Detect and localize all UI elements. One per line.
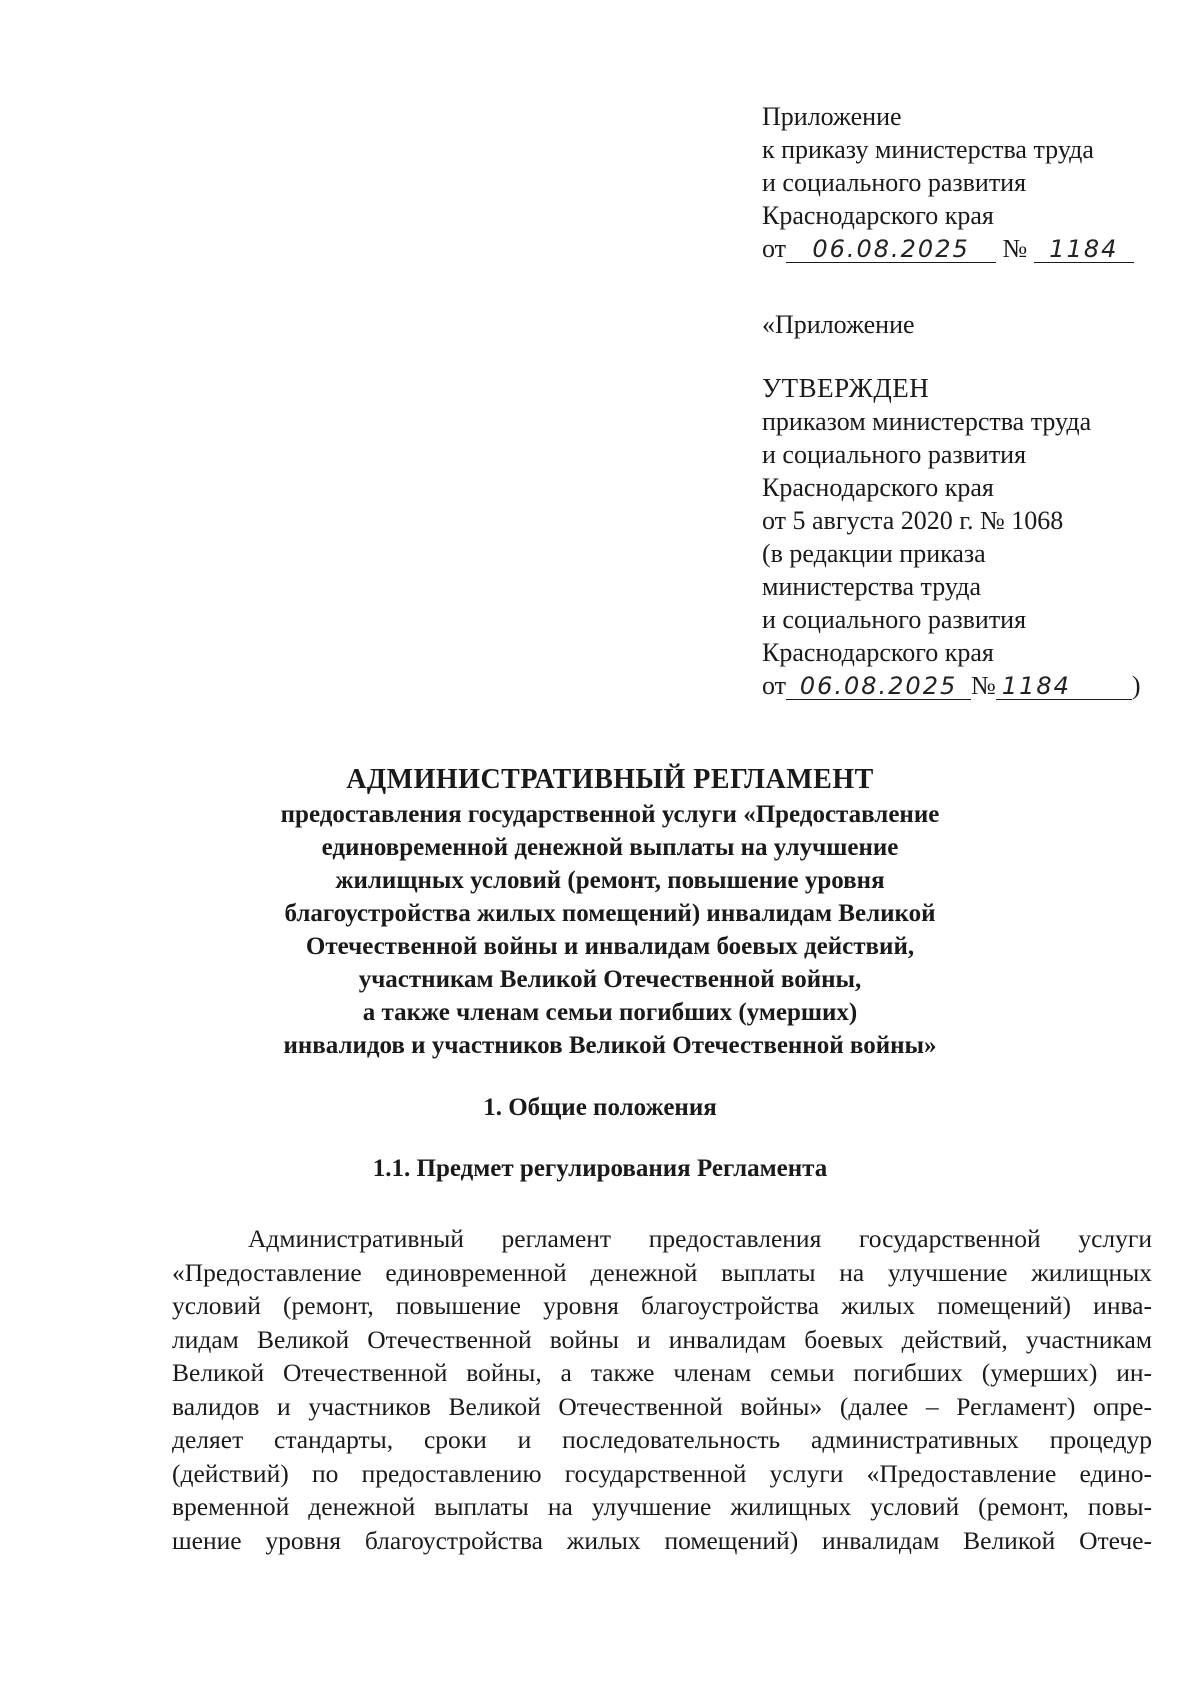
paragraph-line: шение уровня благоустройства жилых помещений) инвалидам Великой Отече- xyxy=(172,1525,1152,1555)
approved-line: министерства труда xyxy=(762,572,981,601)
paragraph-line: валидов и участников Великой Отечественной войны» (далее – Регламент) опре- xyxy=(172,1391,1152,1421)
appendix-line: Краснодарского края xyxy=(762,201,994,230)
title-sub-line: Отечественной войны и инвалидам боевых действий, xyxy=(305,933,915,960)
appendix-line: Приложение xyxy=(762,102,902,131)
appendix-line: и социального развития xyxy=(762,168,1027,197)
paragraph-line: временной денежной выплаты на улучшение жилищных условий (ремонт, повы- xyxy=(172,1492,1152,1521)
body-paragraph xyxy=(172,1222,1152,1557)
document-title xyxy=(220,762,1000,1062)
title-sub-line: инвалидов и участников Великой Отечественной войны» xyxy=(283,1032,937,1059)
approved-line: и социального развития xyxy=(762,440,1027,469)
section-heading: 1. Общие положения xyxy=(483,1094,717,1121)
title-sub-line: жилищных условий (ремонт, повышение уровня xyxy=(335,867,885,894)
subsection-heading: 1.1. Предмет регулирования Регламента xyxy=(372,1155,828,1182)
title-sub-line: благоустройства жилых помещений) инвалидам Великой xyxy=(284,900,936,927)
closing-parenthesis: ) xyxy=(1131,671,1141,700)
order-number-label: № xyxy=(971,671,996,700)
order-prefix: от xyxy=(762,671,787,700)
appendix-order-line xyxy=(762,232,1162,265)
handwritten-order-number: 1184 xyxy=(996,673,1132,700)
handwritten-order-date: 06.08.2025 xyxy=(786,236,996,263)
title-sub-line: участникам Великой Отечественной войны, xyxy=(358,966,862,993)
order-prefix: от xyxy=(762,234,787,263)
handwritten-order-date: 06.08.2025 xyxy=(786,673,971,700)
approved-line: (в редакции приказа xyxy=(762,539,986,568)
paragraph-line: условий (ремонт, повышение уровня благоустройства жилых помещений) инва- xyxy=(172,1291,1152,1320)
paragraph-line: Великой Отечественной войны, а также членам семьи погибших (умерших) ин- xyxy=(172,1358,1152,1387)
approved-line: приказом министерства труда xyxy=(762,407,1092,436)
paragraph-line: (действий) по предоставлению государственной услуги «Предоставление едино- xyxy=(172,1458,1152,1488)
title-sub-line: предоставления государственной услуги «Предоставление xyxy=(280,801,940,828)
paragraph-line: лидам Великой Отечественной войны и инвалидам боевых действий, участникам xyxy=(172,1324,1152,1354)
approved-line: Краснодарского края xyxy=(762,638,994,667)
paragraph-line: деляет стандарты, сроки и последовательность административных процедур xyxy=(172,1425,1152,1454)
appendix-line: к приказу министерства труда xyxy=(762,135,1094,164)
title-main: АДМИНИСТРАТИВНЫЙ РЕГЛАМЕНТ xyxy=(346,764,874,795)
order-number-label: № xyxy=(1002,234,1028,263)
title-sub-line: единовременной денежной выплаты на улучшение xyxy=(321,834,899,861)
title-sub-line: а также членам семьи погибших (умерших) xyxy=(362,999,858,1026)
quoted-appendix-heading: «Приложение xyxy=(762,310,915,339)
approved-heading: УТВЕРЖДЕН xyxy=(762,373,930,403)
appendix-block xyxy=(762,100,1162,265)
approved-block xyxy=(762,372,1162,702)
approved-line: от 5 августа 2020 г. № 1068 xyxy=(762,506,1064,535)
approved-line: Краснодарского края xyxy=(762,473,994,502)
paragraph-line: Административный регламент предоставления государственной услуги xyxy=(248,1224,1152,1253)
paragraph-line: «Предоставление единовременной денежной выплаты на улучшение жилищных xyxy=(172,1257,1152,1287)
approved-order-line xyxy=(762,669,1162,702)
handwritten-order-number: 1184 xyxy=(1034,236,1134,263)
approved-line: и социального развития xyxy=(762,605,1027,634)
